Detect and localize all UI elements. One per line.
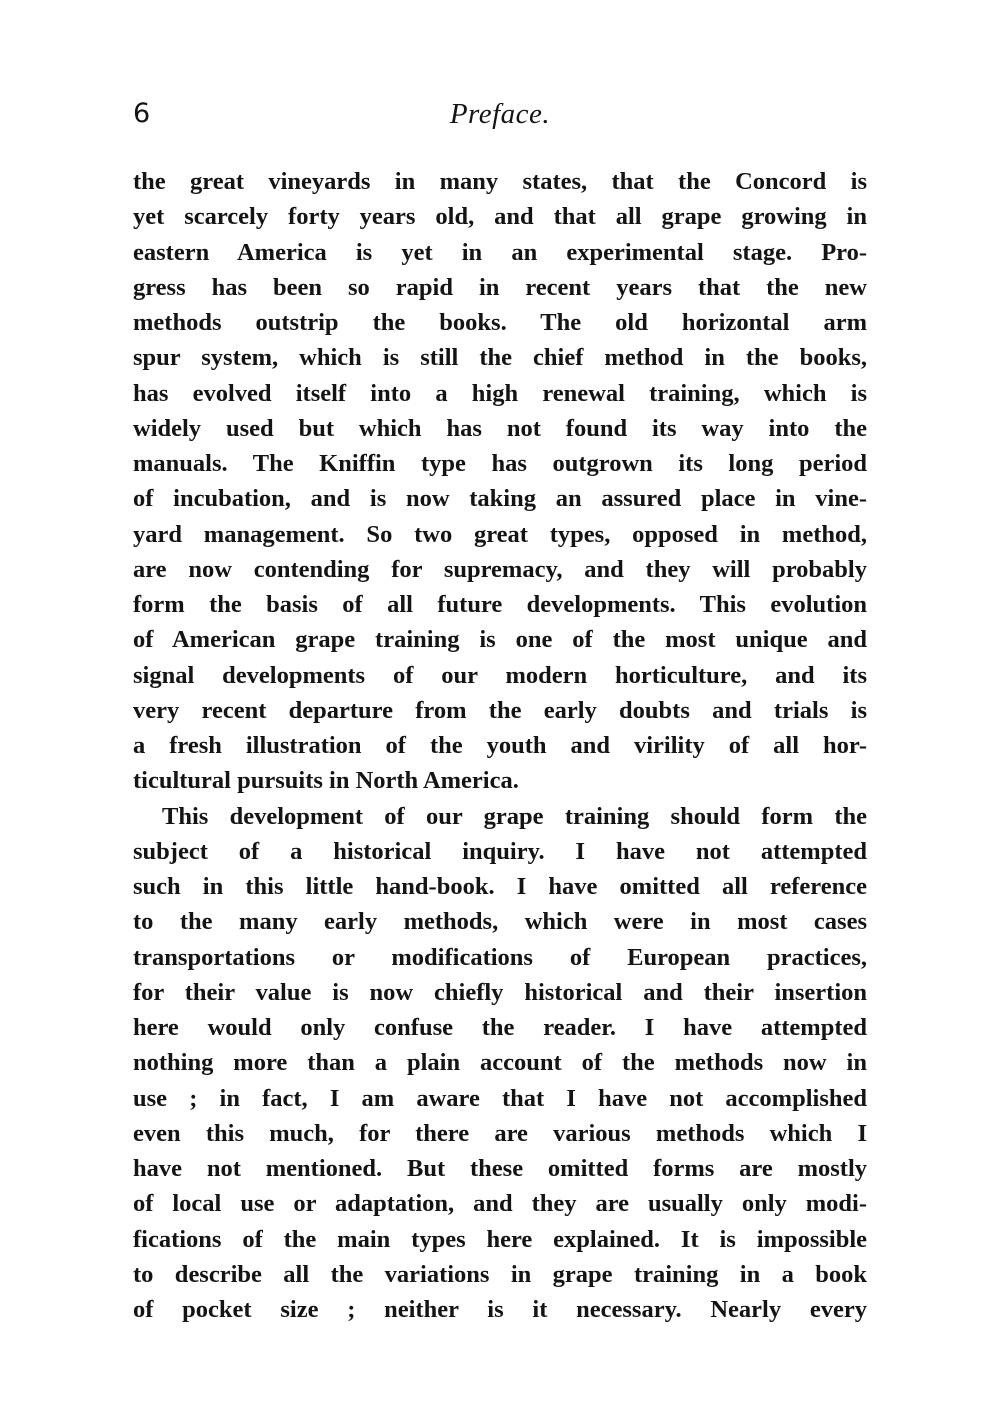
text-line: subject of a historical inquiry. I have not attempted [133, 837, 867, 865]
text-line: such in this little hand-book. I have omitted all reference [133, 873, 867, 900]
text-line: here would only confuse the reader. I have attempted [133, 1014, 867, 1041]
text-line: yard management. So two great types, opposed in method, [133, 520, 867, 548]
text-line: transportations or modifications of European practices, [133, 943, 867, 971]
text-line: of pocket size ; neither is it necessary. Nearly every [133, 1296, 867, 1323]
text-line: of American grape training is one of the most unique and [133, 626, 867, 654]
text-line: manuals. The Kniffin type has outgrown its long period [133, 450, 867, 477]
text-line: eastern America is yet in an experimental stage. Pro- [133, 238, 867, 266]
text-line: signal developments of our modern horticulture, and its [133, 661, 867, 689]
running-head [133, 96, 867, 136]
text-line: for their value is now chiefly historical and their insertion [133, 978, 867, 1006]
text-line: even this much, for there are various methods which I [133, 1119, 867, 1147]
text-line: has evolved itself into a high renewal training, which is [133, 379, 867, 407]
text-line: of local use or adaptation, and they are usually only modi- [133, 1190, 867, 1218]
text-line: methods outstrip the books. The old horizontal arm [133, 309, 867, 336]
running-title: Preface. [449, 98, 551, 130]
text-line: very recent departure from the early doubts and trials is [133, 696, 867, 724]
text-line: the great vineyards in many states, that the Concord is [133, 168, 867, 195]
paragraph-first-line: This development of our grape training should form the [162, 802, 867, 830]
text-line: gress has been so rapid in recent years that the new [133, 273, 867, 301]
text-line: widely used but which has not found its way into the [133, 414, 867, 442]
text-line: to the many early methods, which were in most cases [133, 908, 867, 936]
page-number: 6 [133, 98, 151, 129]
text-line: yet scarcely forty years old, and that all grape growing in [133, 203, 867, 231]
text-line: ticultural pursuits in North America. [133, 767, 519, 795]
text-line: have not mentioned. But these omitted forms are mostly [133, 1155, 867, 1182]
text-line: nothing more than a plain account of the methods now in [133, 1049, 867, 1077]
text-line: to describe all the variations in grape training in a book [133, 1260, 867, 1288]
text-line: fications of the main types here explained. It is impossible [133, 1225, 867, 1253]
text-line: are now contending for supremacy, and they will probably [133, 555, 867, 583]
text-line: of incubation, and is now taking an assured place in vine- [133, 485, 867, 513]
text-line: a fresh illustration of the youth and virility of all hor- [133, 732, 867, 759]
text-line: form the basis of all future developments. This evolution [133, 591, 867, 618]
text-line: spur system, which is still the chief method in the books, [133, 344, 867, 372]
text-line: use ; in fact, I am aware that I have not accomplished [133, 1084, 867, 1112]
body-text [133, 164, 867, 1327]
